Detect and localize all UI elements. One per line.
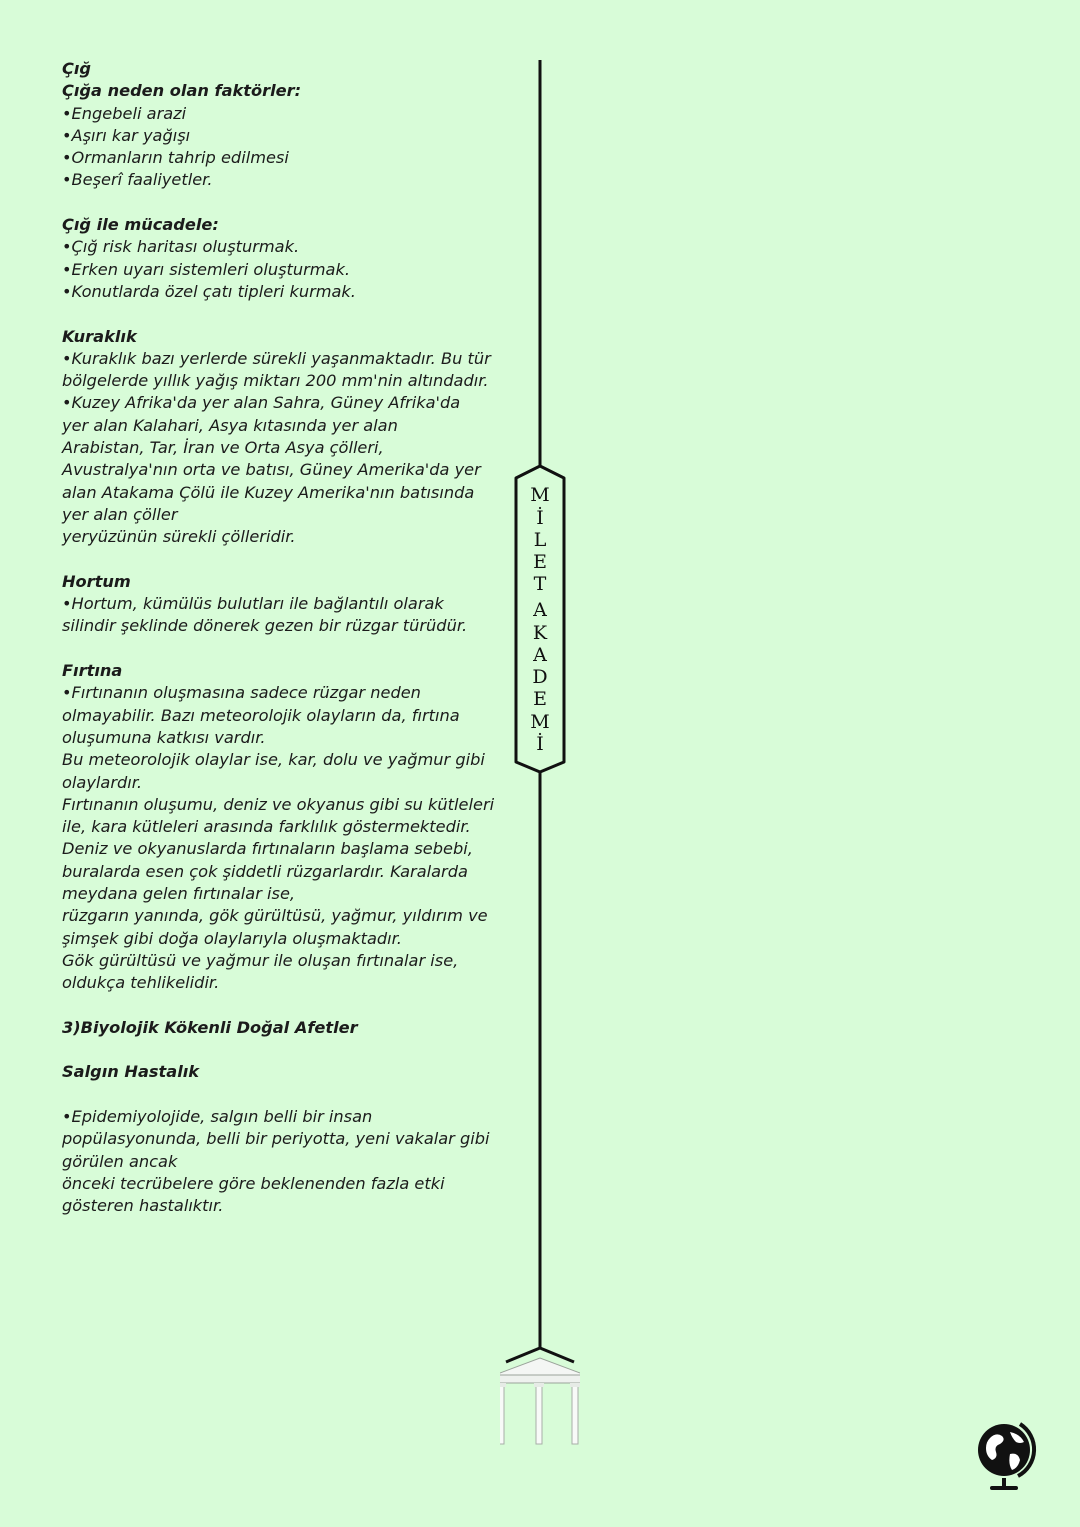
paragraph-line: popülasyonunda, belli bir periyotta, yeni vakalar gibi [62,1129,490,1149]
paragraph-line: şimşek gibi doğa olaylarıyla oluşmaktadır. [62,928,402,948]
paragraph-line: bölgelerde yıllık yağış miktarı 200 mm'nin altındadır. [62,371,489,391]
label-letter: K [532,622,548,644]
paragraph-line: silindir şeklinde dönerek gezen bir rüzgar türüdür. [62,616,468,636]
heading-hortum: Hortum [62,571,131,591]
paragraph-line: Fırtınanın oluşumu, deniz ve okyanus gibi su kütleleri [62,794,495,814]
paragraph-line: olmayabilir. Bazı meteorolojik olayların da, fırtına [62,705,460,725]
paragraph-line: •Epidemiyolojide, salgın belli bir insan [62,1106,373,1126]
list-item: •Erken uyarı sistemleri oluşturmak. [62,259,350,279]
timeline-divider [500,50,580,1470]
heading-biyolojik: 3)Biyolojik Kökenli Doğal Afetler [62,1017,358,1037]
list-item: •Ormanların tahrip edilmesi [62,148,289,168]
paragraph-line: önceki tecrübelere göre beklenenden fazla etki [62,1173,445,1193]
paragraph-line: görülen ancak [62,1151,178,1171]
label-letter: M [530,484,550,506]
paragraph-line: alan Atakama Çölü ile Kuzey Amerika'nın batısında [62,482,475,502]
notes-text [62,58,495,1217]
label-letter: İ [536,733,544,755]
paragraph-line: •Hortum, kümülüs bulutları ile bağlantılı olarak [62,594,444,614]
paragraph-line: yer alan Kalahari, Asya kıtasında yer alan [62,415,398,435]
paragraph-line: meydana gelen fırtınalar ise, [62,883,296,903]
paragraph-line: •Fırtınanın oluşmasına sadece rüzgar neden [62,683,421,703]
heading-cig-factors: Çığa neden olan faktörler: [62,81,302,101]
heading-kuraklik: Kuraklık [62,326,137,346]
paragraph-line: oluşumuna katkısı vardır. [62,727,266,747]
paragraph-line: Bu meteorolojik olaylar ise, kar, dolu ve yağmur gibi [62,750,485,770]
label-letter: D [532,666,548,688]
list-item: •Konutlarda özel çatı tipleri kurmak. [62,281,356,301]
heading-cig: Çığ [62,59,92,78]
paragraph-line: Arabistan, Tar, İran ve Orta Asya çölleri, [62,438,384,458]
paragraph-line: gösteren hastalıktır. [62,1196,224,1216]
list-item: •Engebeli arazi [62,103,187,123]
label-letter: İ [536,507,544,529]
label-letter: A [533,599,547,621]
paragraph-line: oldukça tehlikelidir. [62,973,220,993]
paragraph-line: olaylardır. [62,772,143,792]
label-letter: L [533,529,547,551]
paragraph-line: Deniz ve okyanuslarda fırtınaların başlama sebebi, [62,839,473,859]
paragraph-line: ile, kara kütleleri arasında farklılık göstermektedir. [62,817,471,837]
heading-firtina: Fırtına [62,661,123,681]
list-item: •Beşerî faaliyetler. [62,170,213,190]
list-item: •Aşırı kar yağışı [62,125,191,145]
label-letter: M [530,711,550,733]
heading-cig-mucadele: Çığ ile mücadele: [62,215,219,235]
paragraph-line: rüzgarın yanında, gök gürültüsü, yağmur, yıldırım ve [62,906,488,926]
timeline-label [530,484,549,755]
paragraph-line: yeryüzünün sürekli çölleridir. [62,527,296,547]
temple-icon [500,1348,580,1444]
heading-salgin: Salgın Hastalık [62,1062,200,1082]
paragraph-line: yer alan çöller [62,504,178,524]
paragraph-line: Gök gürültüsü ve yağmur ile oluşan fırtınalar ise, [62,950,459,970]
paragraph-line: buralarda esen çok şiddetli rüzgarlardır. Karalarda [62,861,468,881]
paragraph-line: Avustralya'nın orta ve batısı, Güney Amerika'da yer [62,460,481,480]
paragraph-line: •Kuraklık bazı yerlerde sürekli yaşanmaktadır. Bu tür [62,348,491,368]
label-letter: E [533,688,547,710]
label-letter: E [533,551,547,573]
list-item: •Çığ risk haritası oluşturmak. [62,237,300,257]
label-letter: A [533,644,547,666]
globe-icon [970,1414,1042,1494]
label-letter: T [533,573,547,595]
paragraph-line: •Kuzey Afrika'da yer alan Sahra, Güney Afrika'da [62,393,461,413]
